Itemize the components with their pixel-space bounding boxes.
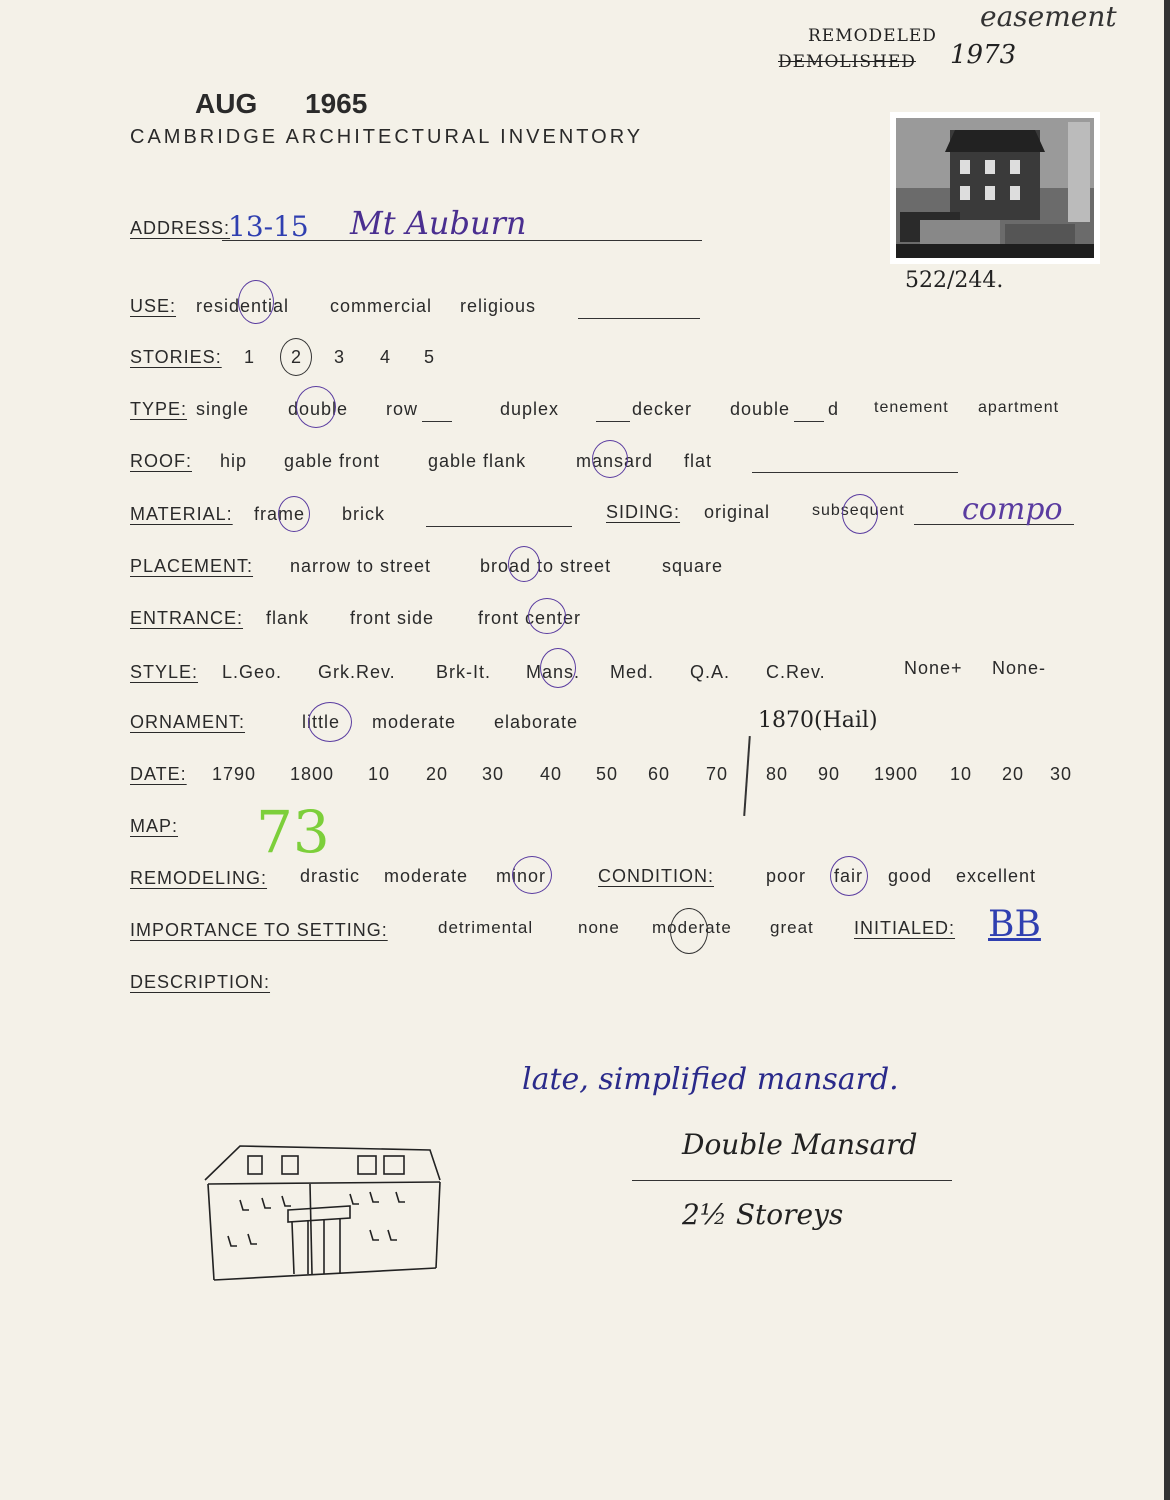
selection-circle <box>280 338 312 376</box>
roof-option: flat <box>684 451 713 471</box>
importance-option: none <box>578 918 620 937</box>
corner-note: easement <box>980 0 1117 33</box>
initialed-value: BB <box>988 904 1041 945</box>
page-edge <box>1164 0 1170 1500</box>
description-line-1: late, simplified mansard. <box>522 1062 899 1097</box>
ornament-label: ORNAMENT: <box>130 712 246 732</box>
selection-circle <box>842 494 878 534</box>
placement-option: narrow to street <box>290 556 432 576</box>
roof-option: mansard <box>576 451 654 471</box>
date-option: 40 <box>540 764 563 784</box>
selection-circle <box>512 856 552 894</box>
use-label: USE: <box>130 296 177 316</box>
selection-circle <box>528 598 566 634</box>
condition-option: poor <box>766 866 807 886</box>
map-label: MAP: <box>130 816 179 836</box>
type-option: row <box>386 399 419 419</box>
date-option: 70 <box>706 764 729 784</box>
type-option: decker <box>632 399 693 419</box>
type-option: apartment <box>978 399 1060 416</box>
selection-circle <box>830 856 868 896</box>
selection-circle <box>308 702 352 742</box>
entrance-option: front center <box>478 608 582 628</box>
style-option: None- <box>992 658 1047 678</box>
roof-option: hip <box>220 451 248 471</box>
date-option: 1790 <box>212 764 257 784</box>
type-option: double <box>288 399 349 419</box>
style-option: L.Geo. <box>222 662 283 682</box>
condition-option: good <box>888 866 933 886</box>
material-label: MATERIAL: <box>130 504 233 524</box>
date-option: 50 <box>596 764 619 784</box>
roof-blank <box>752 472 958 473</box>
date-label: DATE: <box>130 764 187 784</box>
date-option: 1900 <box>874 764 919 784</box>
ornament-option: elaborate <box>494 712 579 732</box>
remodeled-note: REMODELED <box>808 26 937 46</box>
map-value: 73 <box>256 798 330 866</box>
date-note: 1870(Hail) <box>758 708 878 733</box>
condition-label: CONDITION: <box>598 866 714 886</box>
roof-label: ROOF: <box>130 451 192 471</box>
condition-option: fair <box>834 866 864 886</box>
demolished-struck: DEMOLISHED <box>778 52 916 72</box>
stamp-year: 1965 <box>305 88 368 119</box>
type-option: tenement <box>874 399 949 416</box>
placement-option: broad to street <box>480 556 612 576</box>
style-option: Brk-It. <box>436 662 491 682</box>
style-option: None+ <box>904 658 963 678</box>
stories-option: 1 <box>244 347 256 367</box>
siding-option: subsequent <box>812 502 905 519</box>
date-option: 20 <box>1002 764 1025 784</box>
description-rule <box>632 1180 952 1181</box>
date-option: 30 <box>1050 764 1073 784</box>
remodeling-option: minor <box>496 866 547 886</box>
type-option: duplex <box>500 399 560 419</box>
form-title: CAMBRIDGE ARCHITECTURAL INVENTORY <box>130 126 644 148</box>
use-option: commercial <box>330 296 433 316</box>
type-blank <box>422 421 452 422</box>
style-option: C.Rev. <box>766 662 826 682</box>
date-option: 20 <box>426 764 449 784</box>
stories-option: 2 <box>291 347 303 367</box>
siding-option: original <box>704 502 771 522</box>
stamp-month: AUG <box>195 88 258 119</box>
description-line-2: Double Mansard <box>682 1128 918 1161</box>
use-option: residential <box>196 296 290 316</box>
use-blank <box>578 318 700 319</box>
selection-circle <box>592 440 628 478</box>
importance-option: detrimental <box>438 918 534 937</box>
date-option: 80 <box>766 764 789 784</box>
material-option: frame <box>254 504 306 524</box>
style-option: Grk.Rev. <box>318 662 396 682</box>
importance-label: IMPORTANCE TO SETTING: <box>130 920 388 940</box>
style-option: Med. <box>610 662 655 682</box>
entrance-option: front side <box>350 608 435 628</box>
building-sketch <box>200 1140 450 1285</box>
address-label: ADDRESS: <box>130 218 231 238</box>
use-option: religious <box>460 296 537 316</box>
siding-label: SIDING: <box>606 502 681 522</box>
placement-label: PLACEMENT: <box>130 556 254 576</box>
ornament-option: moderate <box>372 712 457 732</box>
date-option: 10 <box>950 764 973 784</box>
selection-circle <box>296 386 336 428</box>
selection-circle <box>238 280 274 324</box>
description-line-3: 2½ Storeys <box>682 1198 844 1231</box>
type-blank <box>794 421 824 422</box>
entrance-label: ENTRANCE: <box>130 608 244 628</box>
photo-number: 522/244. <box>905 268 1004 293</box>
remodeling-option: drastic <box>300 866 361 886</box>
stories-option: 5 <box>424 347 436 367</box>
date-option: 60 <box>648 764 671 784</box>
style-option: Q.A. <box>690 662 731 682</box>
selection-circle <box>540 648 576 688</box>
stories-label: STORIES: <box>130 347 222 367</box>
initialed-label: INITIALED: <box>854 918 956 938</box>
importance-option: moderate <box>652 918 732 937</box>
date-option: 1800 <box>290 764 335 784</box>
type-option: single <box>196 399 250 419</box>
ornament-option: little <box>302 712 341 732</box>
selection-circle <box>670 908 708 954</box>
selection-circle <box>508 546 540 582</box>
building-photo <box>890 112 1100 264</box>
importance-option: great <box>770 918 814 937</box>
entrance-option: flank <box>266 608 310 628</box>
remodeling-option: moderate <box>384 866 469 886</box>
remodeled-year: 1973 <box>950 40 1017 70</box>
address-number: 13-15 <box>228 210 309 243</box>
style-label: STYLE: <box>130 662 199 682</box>
condition-option: excellent <box>956 866 1037 886</box>
siding-value: compo <box>962 492 1063 527</box>
roof-option: gable flank <box>428 451 527 471</box>
type-blank <box>596 421 630 422</box>
stories-option: 4 <box>380 347 392 367</box>
material-blank <box>426 526 572 527</box>
style-option: Mans. <box>526 662 581 682</box>
type-label: TYPE: <box>130 399 188 419</box>
selection-circle <box>278 496 310 532</box>
placement-option: square <box>662 556 724 576</box>
date-option: 30 <box>482 764 505 784</box>
roof-option: gable front <box>284 451 381 471</box>
description-label: DESCRIPTION: <box>130 972 271 992</box>
remodeling-label: REMODELING: <box>130 868 268 888</box>
address-street: Mt Auburn <box>350 204 527 242</box>
date-option: 10 <box>368 764 391 784</box>
type-option: d <box>828 399 840 419</box>
date-divider <box>743 736 751 816</box>
type-option: double <box>730 399 791 419</box>
date-option: 90 <box>818 764 841 784</box>
stories-option: 3 <box>334 347 346 367</box>
material-option: brick <box>342 504 386 524</box>
